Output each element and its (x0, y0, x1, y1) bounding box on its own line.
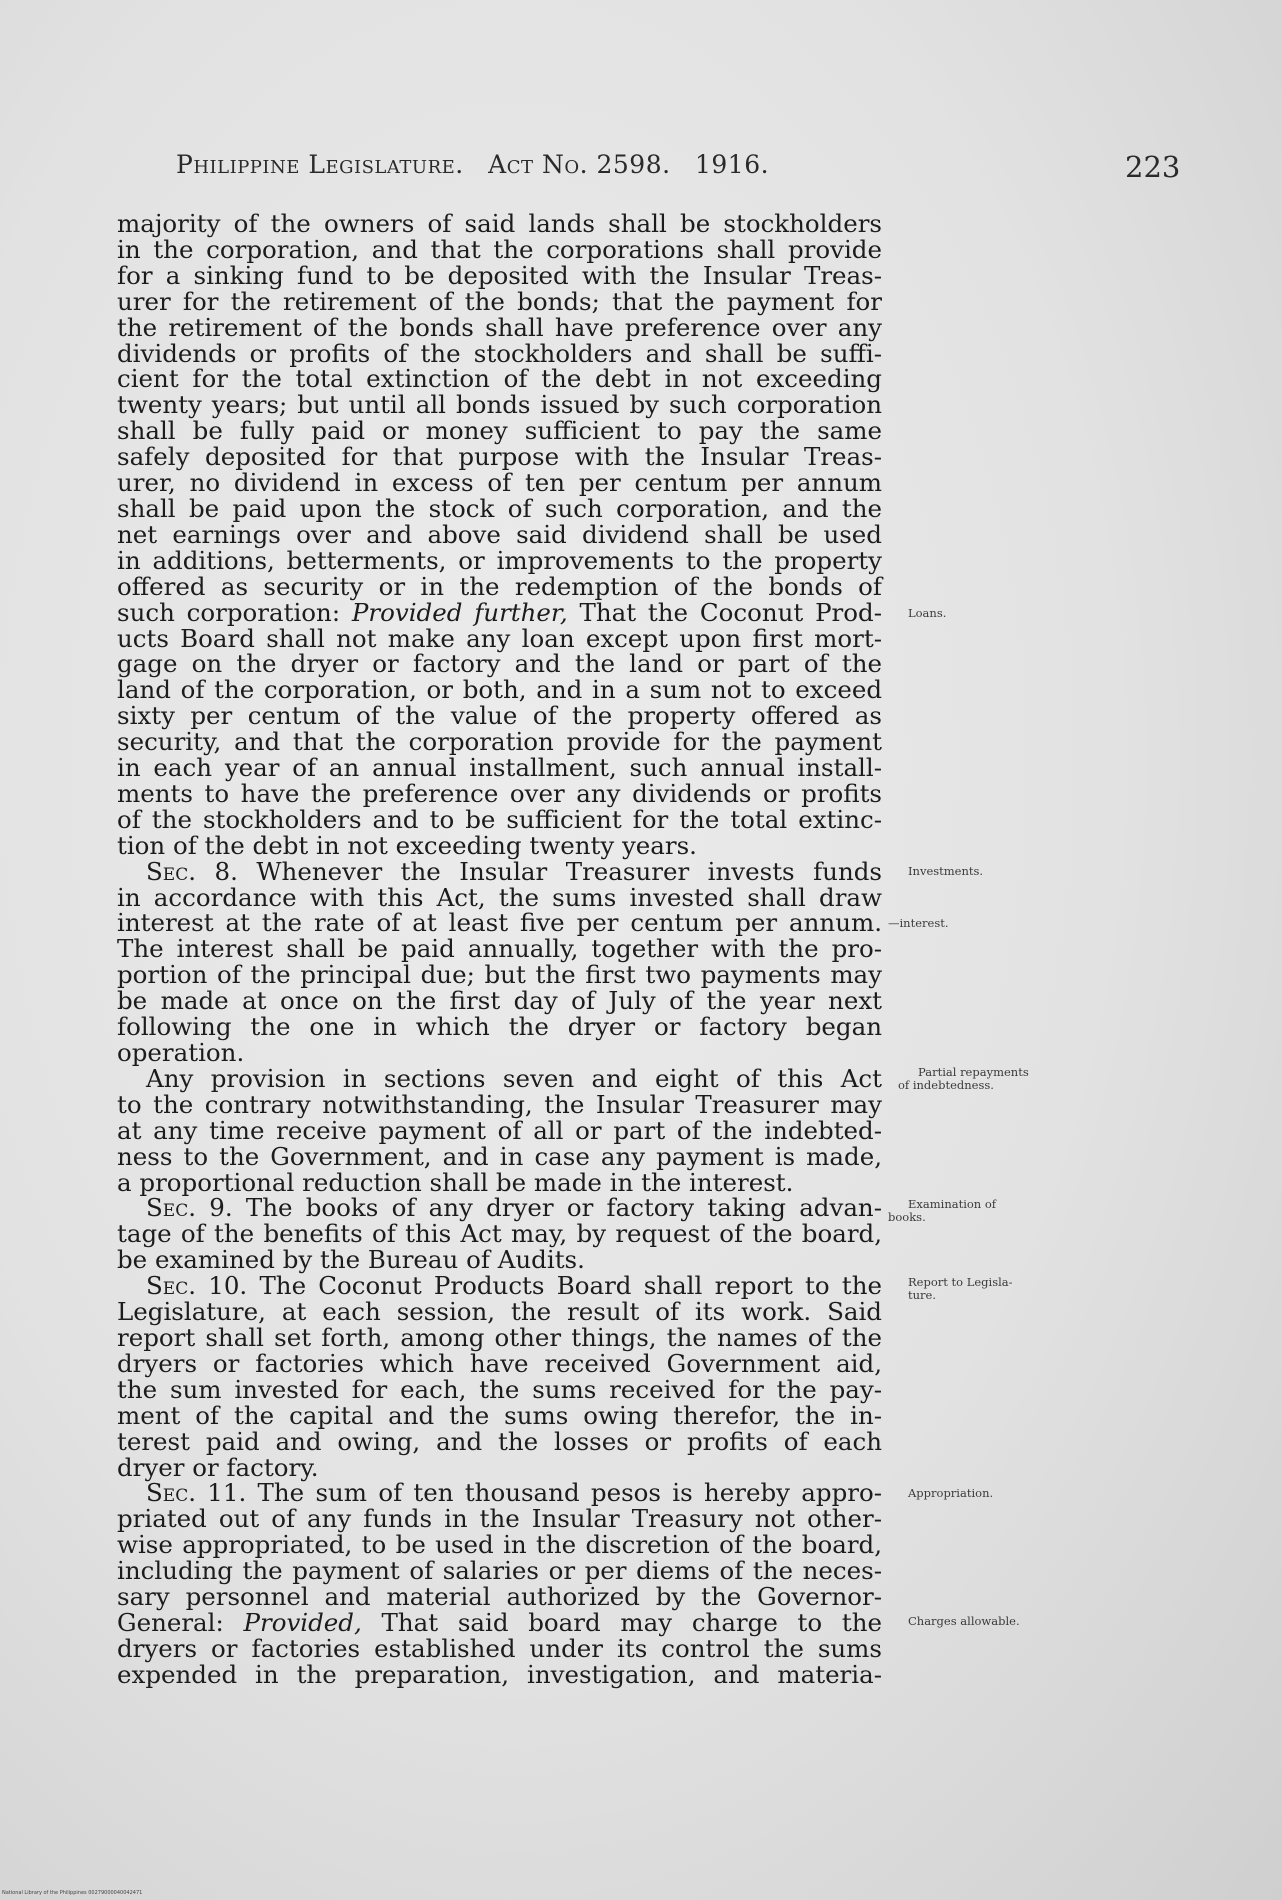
body-line: ucts Board shall not make any loan except upon first mort- (117, 623, 882, 653)
body-line: interest at the rate of at least five per centum per annum. (117, 908, 882, 938)
body-line: of the stockholders and to be sufficient for the total extinc- (117, 804, 882, 834)
body-line: report shall set forth, among other things, the names of the (117, 1322, 882, 1352)
body-line: the sum invested for each, the sums received for the pay- (117, 1374, 882, 1404)
body-line: priated out of any funds in the Insular Treasury not other- (117, 1504, 882, 1534)
body-line: dividends or profits of the stockholders and shall be suffi- (117, 338, 882, 368)
section-8-start: Sec. 8. Whenever the Insular Treasurer invests funds (146, 856, 882, 886)
body-line: dryer or factory. (117, 1452, 319, 1482)
margin-note-line: books. (888, 1210, 926, 1224)
body-line: at any time receive payment of all or part of the indebted- (117, 1115, 882, 1145)
body-line: land of the corporation, or both, and in a sum not to exceed (117, 675, 882, 705)
body-line: expended in the preparation, investigation, and materia- (117, 1659, 882, 1689)
body-line: security, and that the corporation provide for the payment (117, 727, 882, 757)
body-line: a proportional reduction shall be made in the interest. (117, 1167, 794, 1197)
body-line: following the one in which the dryer or factory began (117, 1012, 882, 1042)
body-line: ment of the capital and the sums owing therefor, the in- (117, 1400, 882, 1430)
body-line: for a sinking fund to be deposited with the Insular Treas- (117, 260, 882, 290)
running-header (176, 150, 876, 179)
body-line: urer for the retirement of the bonds; that the payment for (117, 286, 882, 316)
margin-note-line: of indebtedness. (898, 1078, 994, 1092)
header-act: Act No. 2598. (488, 150, 671, 179)
margin-note-line: Report to Legisla- (908, 1275, 1013, 1289)
body-line: operation. (117, 1038, 245, 1067)
body-line: sary personnel and material authorized by the Governor- (117, 1582, 882, 1612)
section-10-start: Sec. 10. The Coconut Products Board shall report to the (146, 1271, 882, 1301)
body-line: shall be paid upon the stock of such corporation, and the (117, 493, 882, 523)
section-11-start: Sec. 11. The sum of ten thousand pesos is hereby appro- (146, 1478, 882, 1508)
body-line: ness to the Government, and in case any payment is made, (117, 1141, 882, 1171)
body-line: to the contrary notwithstanding, the Insular Treasurer may (117, 1089, 882, 1119)
margin-note-interest: —interest. (888, 916, 949, 930)
body-line: in each year of an annual installment, such annual install- (117, 753, 882, 783)
margin-note-loans: Loans. (908, 606, 947, 620)
body-line: sixty per centum of the value of the property offered as (117, 701, 882, 731)
header-legislature: Philippine Legislature. (176, 150, 464, 179)
body-line: twenty years; but until all bonds issued by such corporation (117, 390, 882, 420)
body-line: portion of the principal due; but the first two payments may (117, 960, 882, 990)
margin-note-line: ture. (908, 1288, 936, 1302)
body-line: such corporation: Provided further, That the Coconut Prod- (117, 597, 882, 627)
body-line: tion of the debt in not exceeding twenty years. (117, 830, 697, 860)
body-line: terest paid and owing, and the losses or profits of each (117, 1426, 882, 1456)
body-line: the retirement of the bonds shall have preference over any (117, 312, 882, 342)
body-line: in the corporation, and that the corporations shall provide (117, 234, 882, 264)
body-line: shall be fully paid or money sufficient to pay the same (117, 416, 882, 446)
margin-note-line: Partial repayments (918, 1065, 1029, 1079)
body-line: urer, no dividend in excess of ten per centum per annum (117, 468, 882, 498)
body-line: gage on the dryer or factory and the land or part of the (117, 649, 882, 679)
body-text (117, 211, 882, 1688)
margin-note-line: Examination of (908, 1197, 997, 1211)
body-line: net earnings over and above said dividend shall be used (117, 519, 882, 549)
body-line: wise appropriated, to be used in the discretion of the board, (117, 1530, 882, 1560)
margin-note-report (908, 1276, 1013, 1302)
body-line: The interest shall be paid annually, together with the pro- (117, 934, 882, 964)
body-line: safely deposited for that purpose with the Insular Treas- (117, 442, 882, 472)
margin-note-appropriation: Appropriation. (908, 1486, 994, 1500)
body-line: offered as security or in the redemption of the bonds of (117, 571, 882, 601)
body-line: be examined by the Bureau of Audits. (117, 1245, 585, 1275)
paragraph-start: Any provision in sections seven and eight of this Act (146, 1063, 882, 1093)
margin-note-partial-repayments (898, 1066, 1029, 1092)
page-number: 223 (1125, 150, 1181, 184)
body-line: including the payment of salaries or per diems of the neces- (117, 1556, 882, 1586)
body-line: majority of the owners of said lands shall be stockholders (117, 209, 882, 238)
header-year: 1916. (695, 150, 770, 179)
margin-note-examination (888, 1198, 996, 1224)
body-line: ments to have the preference over any dividends or profits (117, 778, 882, 808)
body-line: cient for the total extinction of the debt in not exceeding (117, 364, 882, 394)
body-line: dryers or factories which have received Government aid, (117, 1348, 882, 1378)
body-line: General: Provided, That said board may charge to the (117, 1607, 883, 1637)
body-line: in additions, betterments, or improvements to the property (117, 545, 882, 575)
body-line: tage of the benefits of this Act may, by request of the board, (117, 1219, 882, 1249)
body-line: in accordance with this Act, the sums invested shall draw (117, 882, 882, 912)
margin-note-investments: Investments. (908, 864, 984, 878)
margin-note-charges: Charges allowable. (908, 1614, 1020, 1628)
body-line: be made at once on the first day of July of the year next (117, 986, 882, 1016)
section-9-start: Sec. 9. The books of any dryer or factory taking advan- (146, 1193, 882, 1223)
body-line: Legislature, at each session, the result of its work. Said (117, 1297, 882, 1327)
body-line: dryers or factories established under its control the sums (117, 1633, 882, 1663)
scan-footer: National Library of the Philippines 00279000040042471 (2, 1890, 143, 1896)
